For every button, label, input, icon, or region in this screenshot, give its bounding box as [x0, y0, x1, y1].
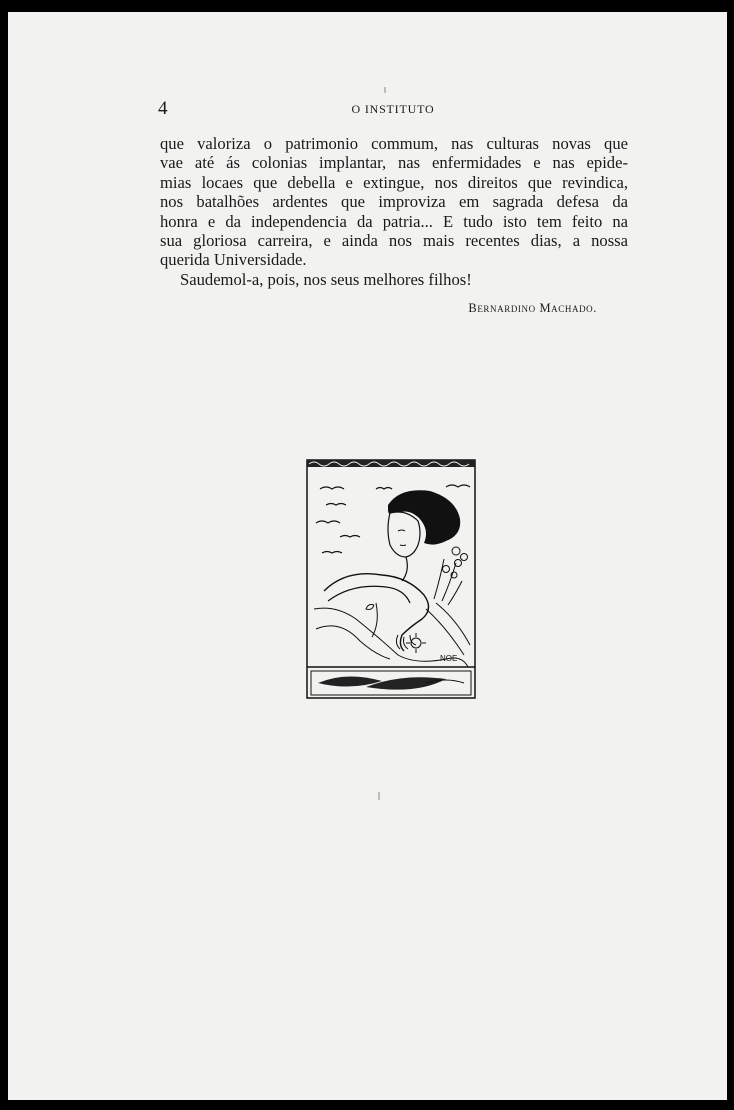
text-line: querida Universidade. [160, 250, 307, 270]
text-line: vae até ás colonias implantar, nas enfermidades e nas epide- [160, 153, 628, 173]
text-line: nos batalhões ardentes que improviza em sagrada defesa da [160, 192, 628, 212]
text-line: honra e da independencia da patria... E tudo isto tem feito na [160, 211, 628, 231]
paper-speck [378, 792, 380, 800]
text-line: mias locaes que debella e extingue, nos direitos que revindica, [160, 172, 628, 192]
text-line: que valoriza o patrimonio commum, nas culturas novas que [160, 134, 628, 153]
text-line: sua gloriosa carreira, e ainda nos mais recentes dias, a nossa [160, 231, 628, 251]
page-number: 4 [158, 98, 168, 119]
woodcut-illustration [306, 459, 476, 699]
author-signature: Bernardino Machado. [468, 301, 597, 315]
running-title: O INSTITUTO [351, 102, 435, 116]
book-page [8, 12, 727, 1100]
text-line: Saudemol-a, pois, nos seus melhores filhos! [180, 269, 472, 289]
artist-signature: NOE [440, 654, 458, 663]
page-header [158, 98, 628, 122]
paper-speck [384, 87, 386, 93]
body-paragraph [160, 134, 628, 289]
